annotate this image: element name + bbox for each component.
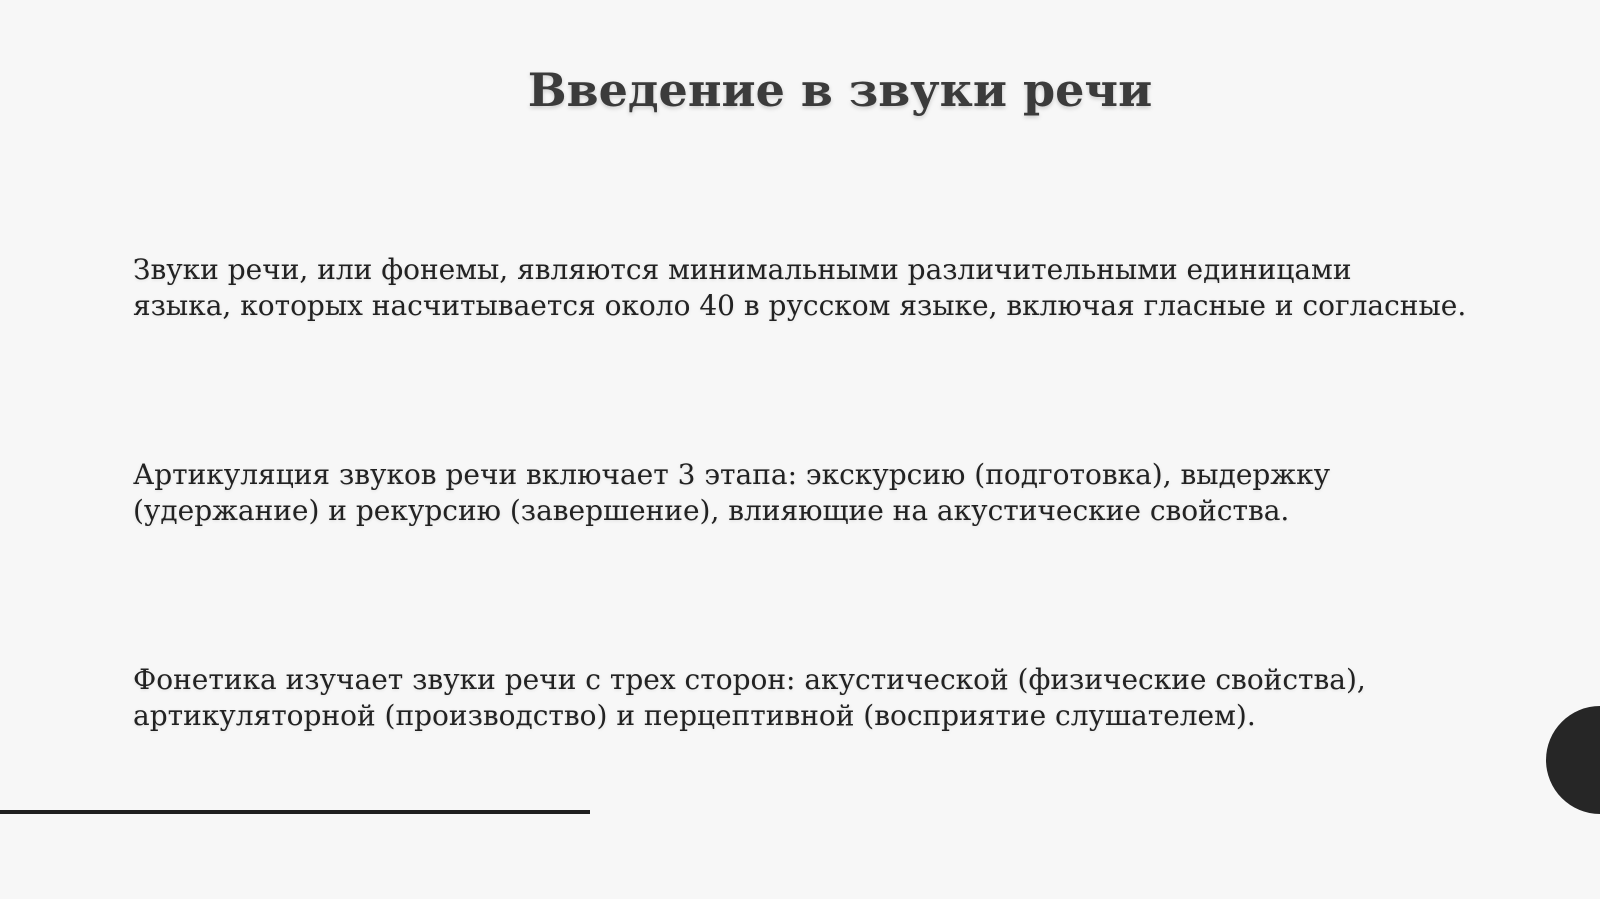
paragraph-line: артикуляторной (производство) и перцептивной (восприятие слушателем). bbox=[133, 699, 1256, 732]
paragraph-phonemes bbox=[133, 252, 1533, 324]
paragraph-phonetics bbox=[133, 662, 1533, 734]
slide-title: Введение в звуки речи bbox=[527, 63, 1153, 117]
paragraph-articulation bbox=[133, 457, 1533, 529]
paragraph-line: языка, которых насчитывается около 40 в русском языке, включая гласные и согласные. bbox=[133, 289, 1467, 322]
paragraph-line: (удержание) и рекурсию (завершение), влияющие на акустические свойства. bbox=[133, 494, 1290, 527]
decorative-line bbox=[0, 810, 590, 814]
paragraph-line: Фонетика изучает звуки речи с трех сторон: акустической (физические свойства), bbox=[133, 663, 1366, 696]
paragraph-line: Артикуляция звуков речи включает 3 этапа: экскурсию (подготовка), выдержку bbox=[133, 458, 1331, 491]
paragraph-line: Звуки речи, или фонемы, являются минимальными различительными единицами bbox=[133, 253, 1352, 286]
decorative-circle bbox=[1546, 706, 1600, 814]
